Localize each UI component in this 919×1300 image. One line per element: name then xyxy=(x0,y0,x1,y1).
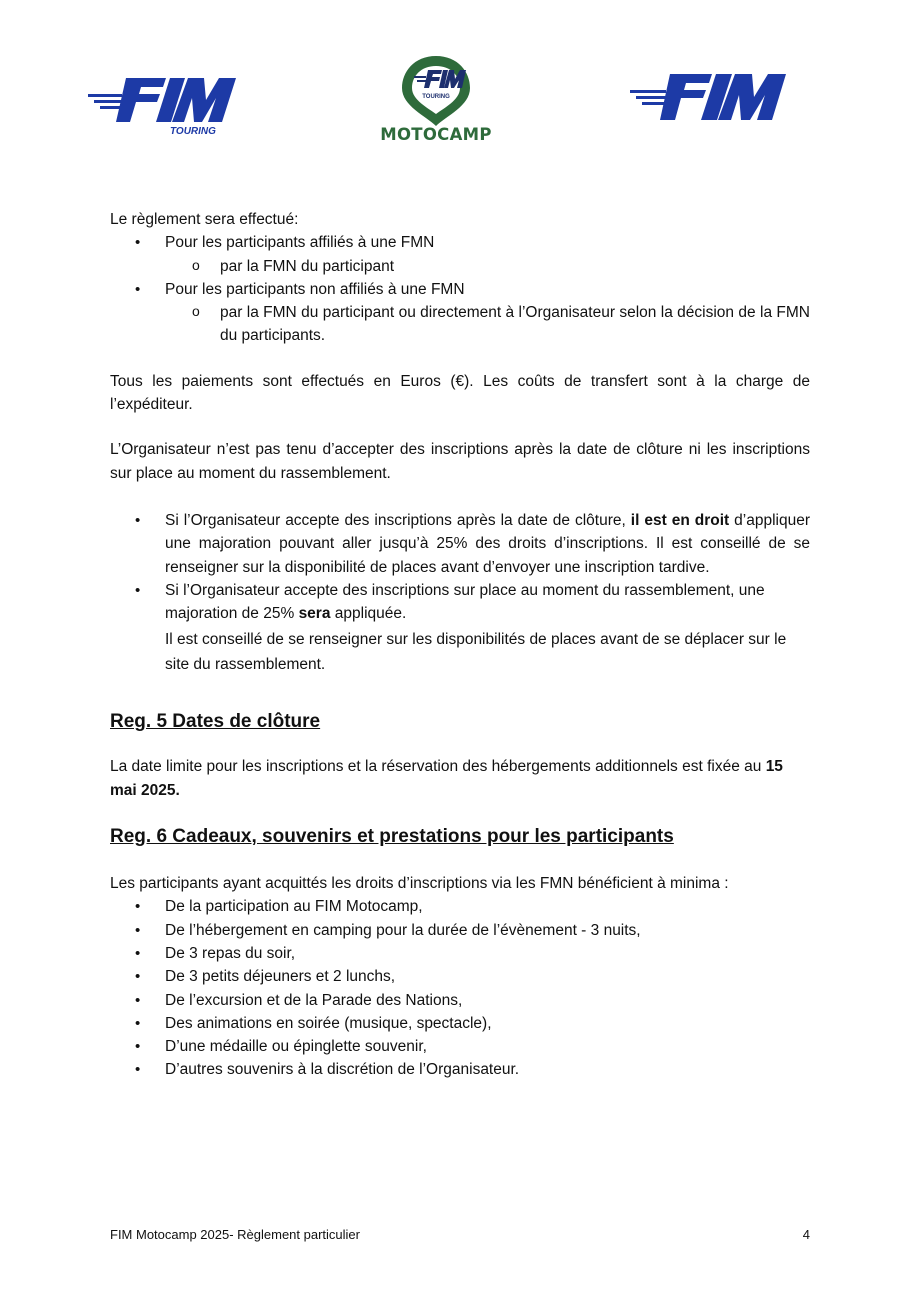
logo-left-subtext: TOURING xyxy=(170,126,216,137)
paragraph-organiser: L’Organisateur n’est pas tenu d’accepter des inscriptions après la date de clôture ni les inscriptions sur place au moment du rassemblement. xyxy=(110,441,810,482)
payment-list xyxy=(110,231,810,254)
fim-touring-logo xyxy=(86,70,238,138)
fim-logo xyxy=(628,70,788,126)
payment-intro: Le règlement sera effectué: xyxy=(110,211,299,228)
late-registration-list xyxy=(110,509,810,677)
paragraph-euros: Tous les paiements sont effectués en Euros (€). Les coûts de transfert sont à la charge de l’expéditeur. xyxy=(110,372,810,414)
list-item: • De 3 repas du soir, xyxy=(110,942,810,965)
reg6-intro: Les participants ayant acquittés les droits d’inscriptions via les FMN bénéficient à minima : xyxy=(110,875,729,893)
fim-motocamp-logo xyxy=(380,54,492,146)
reg5-text: La date limite pour les inscriptions et la réservation des hébergements additionnels est fixée au 15 mai 2025. xyxy=(110,758,783,799)
reg5-date: 15 mai 2025. xyxy=(110,758,783,799)
page-number: 4 xyxy=(802,1227,810,1242)
payment-subitem-2: o par la FMN du participant ou directement à l’Organisateur selon la décision de la FMN du participants. xyxy=(110,301,810,348)
logo-center-label: MOTOCAMP xyxy=(380,125,492,144)
payment-item-affiliated: • Pour les participants affiliés à une FMN xyxy=(110,231,810,254)
late-item-on-site: • Si l’Organisateur accepte des inscriptions sur place au moment du rassemblement, une majoration de 25% sera appliquée. Il est conseillé de se renseigner sur les disponibilités de places avant de se déplacer sur le site du rassemblement. xyxy=(110,579,810,678)
reg6-heading: Reg. 6 Cadeaux, souvenirs et prestations pour les participants xyxy=(110,826,674,848)
payment-item-non-affiliated: • Pour les participants non affiliés à une FMN xyxy=(110,278,810,301)
list-item: • D’autres souvenirs à la discrétion de l’Organisateur. xyxy=(110,1058,810,1081)
list-item: • Des animations en soirée (musique, spectacle), xyxy=(110,1012,810,1035)
reg6-list xyxy=(110,895,810,1081)
document-body xyxy=(110,208,810,1082)
late-item-bold-2: sera xyxy=(298,605,331,623)
list-item: • D’une médaille ou épinglette souvenir, xyxy=(110,1035,810,1058)
list-item: • De 3 petits déjeuners et 2 lunchs, xyxy=(110,965,810,988)
late-item-after-closing: • Si l’Organisateur accepte des inscriptions après la date de clôture, il est en droit d’appliquer une majoration pouvant aller jusqu’à 25% des droits d’inscriptions. Il est conseillé de se renseigner sur la disponibilité de places avant d’envoyer une inscription tardive. xyxy=(110,509,810,579)
logo-center-subtext: TOURING xyxy=(422,94,450,100)
list-item: • De l’excursion et de la Parade des Nations, xyxy=(110,989,810,1012)
page-footer xyxy=(110,1227,810,1242)
list-item: • De l’hébergement en camping pour la durée de l’évènement - 3 nuits, xyxy=(110,919,810,942)
reg5-heading: Reg. 5 Dates de clôture xyxy=(110,711,321,733)
late-item-bold-1: il est en droit xyxy=(630,511,730,529)
list-item: • De la participation au FIM Motocamp, xyxy=(110,895,810,918)
payment-subitem-1: o par la FMN du participant xyxy=(110,255,810,278)
late-item-on-site-advice: Il est conseillé de se renseigner sur les disponibilités de places avant de se déplacer sur le site du rassemblement. xyxy=(165,631,787,674)
footer-title: FIM Motocamp 2025- Règlement particulier xyxy=(110,1227,360,1242)
